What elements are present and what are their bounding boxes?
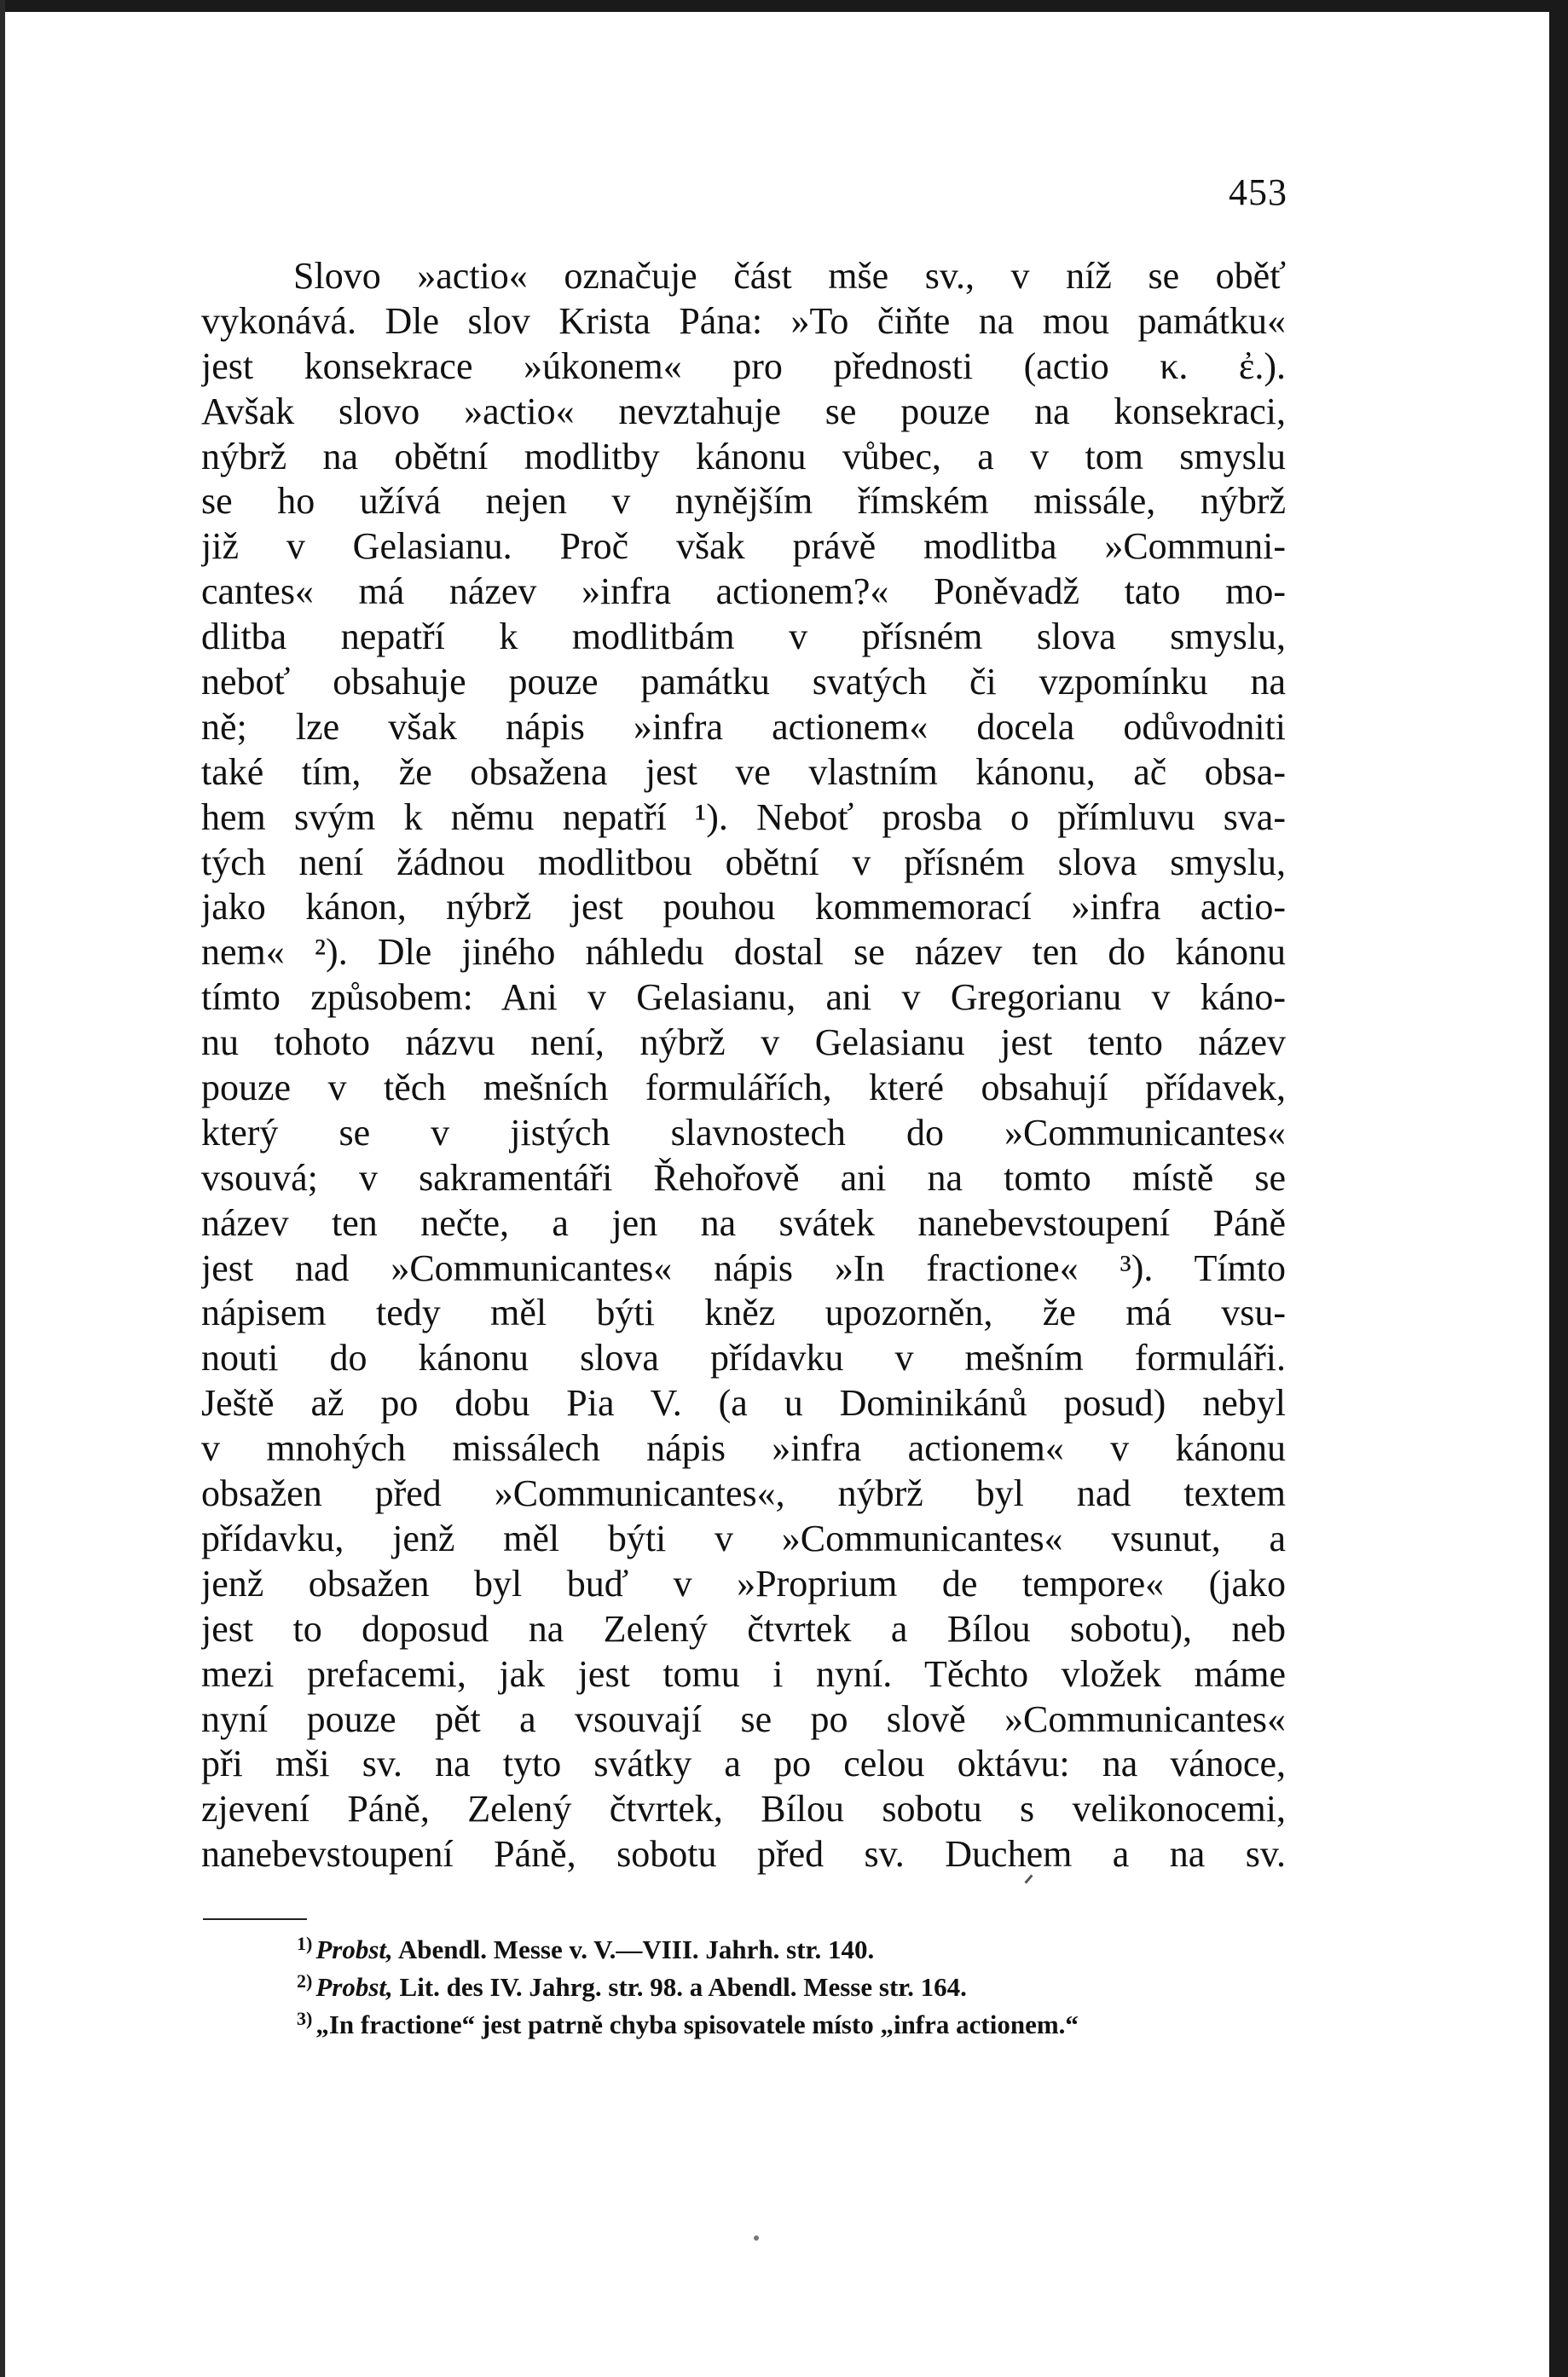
text-line: nem« ²). Dle jiného náhledu dostal se název ten do kánonu bbox=[201, 931, 1286, 974]
footnote bbox=[297, 1963, 1286, 2000]
footnote-text: „In fractione“ jest patrně chyba spisovatele místo „infra actionem.“ bbox=[315, 2010, 1079, 2039]
footnote-mark: 3) bbox=[297, 2008, 313, 2029]
text-line: pouze v těch mešních formulářích, které obsahují přídavek, bbox=[201, 1067, 1286, 1109]
text-line: také tím, že obsažena jest ve vlastním kánonu, ač obsa- bbox=[201, 750, 1286, 793]
text-line: vsouvá; v sakramentáři Řehořově ani na tomto místě se bbox=[201, 1156, 1286, 1199]
text-line: v mnohých missálech nápis »infra actionem« v kánonu bbox=[201, 1427, 1286, 1470]
text-line: nyní pouze pět a vsouvají se po slově »Communicantes« bbox=[201, 1697, 1286, 1740]
scan-border-right bbox=[1549, 0, 1568, 2377]
text-line: nýbrž na obětní modlitby kánonu vůbec, a v tom smyslu bbox=[201, 435, 1286, 477]
footnote bbox=[297, 1925, 1286, 1963]
text-line: tímto způsobem: Ani v Gelasianu, ani v Gregorianu v káno- bbox=[201, 976, 1286, 1019]
text-line: obsažen před »Communicantes«, nýbrž byl nad textem bbox=[201, 1472, 1286, 1515]
text-line: název ten nečte, a jen na svátek nanebevstoupení Páně bbox=[201, 1201, 1286, 1244]
text-line: ně; lze však nápis »infra actionem« docela odůvodniti bbox=[201, 705, 1286, 748]
text-line: zjevení Páně, Zelený čtvrtek, Bílou sobotu s velikonocemi, bbox=[201, 1788, 1286, 1830]
footnotes bbox=[297, 1925, 1286, 2038]
footnote-author: Probst, bbox=[315, 1935, 393, 1964]
footnote-author: Probst, bbox=[315, 1972, 393, 2002]
text-line: tých není žádnou modlitbou obětní v přísném slova smyslu, bbox=[201, 841, 1286, 883]
text-line: přídavku, jenž měl býti v »Communicantes« vsunut, a bbox=[201, 1517, 1286, 1559]
text-line: Slovo »actio« označuje část mše sv., v níž se oběť bbox=[293, 255, 1286, 297]
scan-border-top bbox=[0, 0, 1568, 12]
text-line: jest to doposud na Zelený čtvrtek a Bílou sobotu), neb bbox=[201, 1607, 1286, 1650]
text-line: cantes« má název »infra actionem?« Poněvadž tato mo- bbox=[201, 570, 1286, 613]
scan-border-left bbox=[0, 0, 5, 2377]
text-line: nouti do kánonu slova přídavku v mešním formuláři. bbox=[201, 1337, 1286, 1379]
text-line: mezi prefacemi, jak jest tomu i nyní. Těchto vložek máme bbox=[201, 1652, 1286, 1695]
text-line: který se v jistých slavnostech do »Communicantes« bbox=[201, 1111, 1286, 1154]
text-line: jako kánon, nýbrž jest pouhou kommemorací »infra actio- bbox=[201, 886, 1286, 928]
page-number: 453 bbox=[1229, 171, 1287, 213]
text-line: Avšak slovo »actio« nevztahuje se pouze na konsekraci, bbox=[201, 390, 1286, 432]
body-text bbox=[201, 254, 1286, 1877]
footnote-mark: 1) bbox=[297, 1933, 313, 1954]
footnote-mark: 2) bbox=[297, 1970, 313, 1992]
text-line: neboť obsahuje pouze památku svatých či vzpomínku na bbox=[201, 661, 1286, 703]
text-line: jest nad »Communicantes« nápis »In fractione« ³). Tímto bbox=[201, 1246, 1286, 1289]
text-line: jest konsekrace »úkonem« pro přednosti (actio κ. ἐ.). bbox=[201, 344, 1286, 387]
footnote bbox=[297, 2000, 1286, 2038]
text-line: již v Gelasianu. Proč však právě modlitba »Communi- bbox=[201, 525, 1286, 568]
text-line: vykonává. Dle slov Krista Pána: »To čiňte na mou památku« bbox=[201, 299, 1286, 342]
text-line: jenž obsažen byl buď v »Proprium de tempore« (jako bbox=[201, 1562, 1286, 1605]
footnote-text: Lit. des IV. Jahrg. str. 98. a Abendl. Messe str. 164. bbox=[399, 1972, 967, 2002]
text-line: hem svým k němu nepatří ¹). Neboť prosba o přímluvu sva- bbox=[201, 795, 1286, 838]
text-line: dlitba nepatří k modlitbám v přísném slova smyslu, bbox=[201, 616, 1286, 658]
text-line: nápisem tedy měl býti kněz upozorněn, že má vsu- bbox=[201, 1292, 1286, 1334]
text-line: nu tohoto názvu není, nýbrž v Gelasianu jest tento název bbox=[201, 1021, 1286, 1064]
text-line: při mši sv. na tyto svátky a po celou oktávu: na vánoce, bbox=[201, 1743, 1286, 1785]
footnote-separator bbox=[203, 1918, 307, 1920]
scan-speck bbox=[754, 2235, 759, 2241]
text-line: Ještě až po dobu Pia V. (a u Dominikánů posud) nebyl bbox=[201, 1382, 1286, 1425]
text-line: nanebevstoupení Páně, sobotu před sv. Duchem a na sv. bbox=[201, 1833, 1286, 1876]
text-line: se ho užívá nejen v nynějším římském missále, nýbrž bbox=[201, 480, 1286, 523]
footnote-text: Abendl. Messe v. V.—VIII. Jahrh. str. 140. bbox=[397, 1935, 875, 1964]
